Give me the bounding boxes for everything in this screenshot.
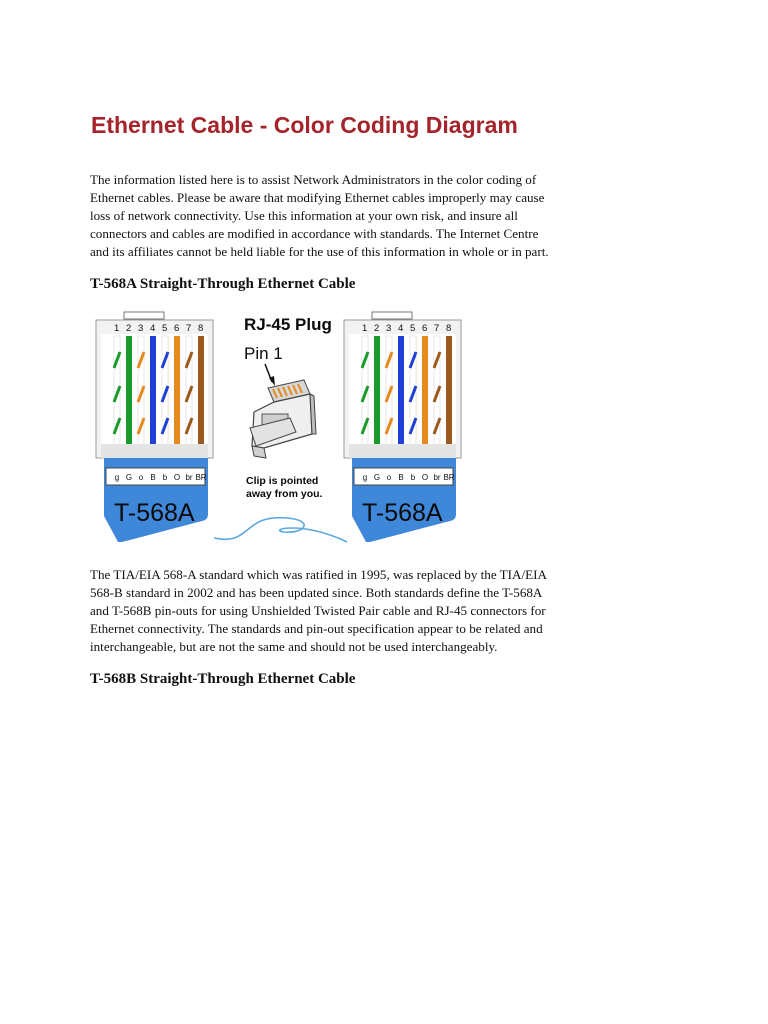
- wire: [446, 336, 452, 446]
- section-heading-568a: T-568A Straight-Through Ethernet Cable: [90, 276, 356, 292]
- intro-line: loss of network connectivity. Use this information at your own risk, and insure all: [90, 208, 518, 223]
- wire: [126, 336, 132, 446]
- intro-line: Ethernet cables. Please be aware that modifying Ethernet cables improperly may cause: [90, 190, 545, 205]
- pin1-label: Pin 1: [244, 344, 283, 363]
- wire-code: O: [421, 473, 429, 482]
- wire-code: B: [398, 473, 404, 482]
- connector-right: [344, 312, 461, 542]
- wire-code: b: [410, 473, 416, 482]
- pin-number: 6: [174, 323, 180, 334]
- wire-code: G: [125, 473, 133, 482]
- pin-number: 4: [398, 323, 404, 334]
- wire: [138, 336, 144, 446]
- pin-number: 7: [186, 323, 192, 334]
- wire: [434, 336, 440, 446]
- wire: [186, 336, 192, 446]
- pin-number: 3: [138, 323, 144, 334]
- pin-number: 7: [434, 323, 440, 334]
- wire-code: br: [185, 473, 193, 482]
- pin-number: 1: [114, 323, 120, 334]
- wire: [398, 336, 404, 446]
- standards-line: and T-568B pin-outs for using Unshielded Twisted Pair cable and RJ-45 connectors for: [90, 603, 546, 618]
- standards-line: Ethernet connectivity. The standards and pin-out specification appear to be related and: [90, 621, 543, 636]
- pin-number: 2: [374, 323, 380, 334]
- wire-code: b: [162, 473, 168, 482]
- t568a-wiring-diagram: [92, 306, 477, 551]
- wire-code: G: [373, 473, 381, 482]
- page-title: Ethernet Cable - Color Coding Diagram: [91, 112, 518, 138]
- pin-number: 8: [446, 323, 452, 334]
- wire: [198, 336, 204, 446]
- wire: [410, 336, 416, 446]
- section-heading-568b: T-568B Straight-Through Ethernet Cable: [90, 671, 356, 687]
- rj45-plug-illustration: [244, 315, 332, 500]
- standards-line: 568-B standard in 2002 and has been updated since. Both standards define the T-568A: [90, 585, 543, 600]
- wire-code: g: [362, 473, 368, 482]
- wire: [422, 336, 428, 446]
- clip-note-line-1: Clip is pointed: [246, 475, 319, 487]
- standards-line: interchangeable, but are not the same and should not be used interchangeably.: [90, 639, 498, 654]
- pin-number: 3: [386, 323, 392, 334]
- intro-line: The information listed here is to assist Network Administrators in the color coding of: [90, 172, 537, 187]
- wire-code: br: [433, 473, 441, 482]
- wire-code: g: [114, 473, 120, 482]
- pin-number: 5: [162, 323, 168, 334]
- connector-label: T-568A: [114, 499, 195, 527]
- wire-code: BR: [195, 473, 207, 482]
- pin-number: 1: [362, 323, 368, 334]
- intro-line: and its affiliates cannot be held liable for the use of this information in whole or in part.: [90, 244, 549, 259]
- clip-note-line-2: away from you.: [246, 488, 323, 500]
- wire: [374, 336, 380, 446]
- wire: [174, 336, 180, 446]
- pin-number: 2: [126, 323, 132, 334]
- wire: [150, 336, 156, 446]
- wire-code: B: [150, 473, 156, 482]
- plug-title: RJ-45 Plug: [244, 315, 332, 334]
- wire-code: BR: [443, 473, 455, 482]
- pin-number: 4: [150, 323, 156, 334]
- pin-number: 6: [422, 323, 428, 334]
- wire: [362, 336, 368, 446]
- wire: [162, 336, 168, 446]
- plug-body: [250, 380, 316, 458]
- wire-code: o: [386, 473, 392, 482]
- wire: [386, 336, 392, 446]
- intro-line: connectors and cables are modified in accordance with standards. The Internet Centre: [90, 226, 539, 241]
- pin-number: 8: [198, 323, 204, 334]
- wire-code: O: [173, 473, 181, 482]
- cable-line: [214, 518, 347, 542]
- standards-line: The TIA/EIA 568-A standard which was ratified in 1995, was replaced by the TIA/EIA: [90, 567, 547, 582]
- pin-number: 5: [410, 323, 416, 334]
- intro-paragraph: [90, 171, 635, 261]
- wire-code: o: [138, 473, 144, 482]
- connector-left: [96, 312, 213, 542]
- connector-label: T-568A: [362, 499, 443, 527]
- wire: [114, 336, 120, 446]
- standards-paragraph: [90, 566, 635, 656]
